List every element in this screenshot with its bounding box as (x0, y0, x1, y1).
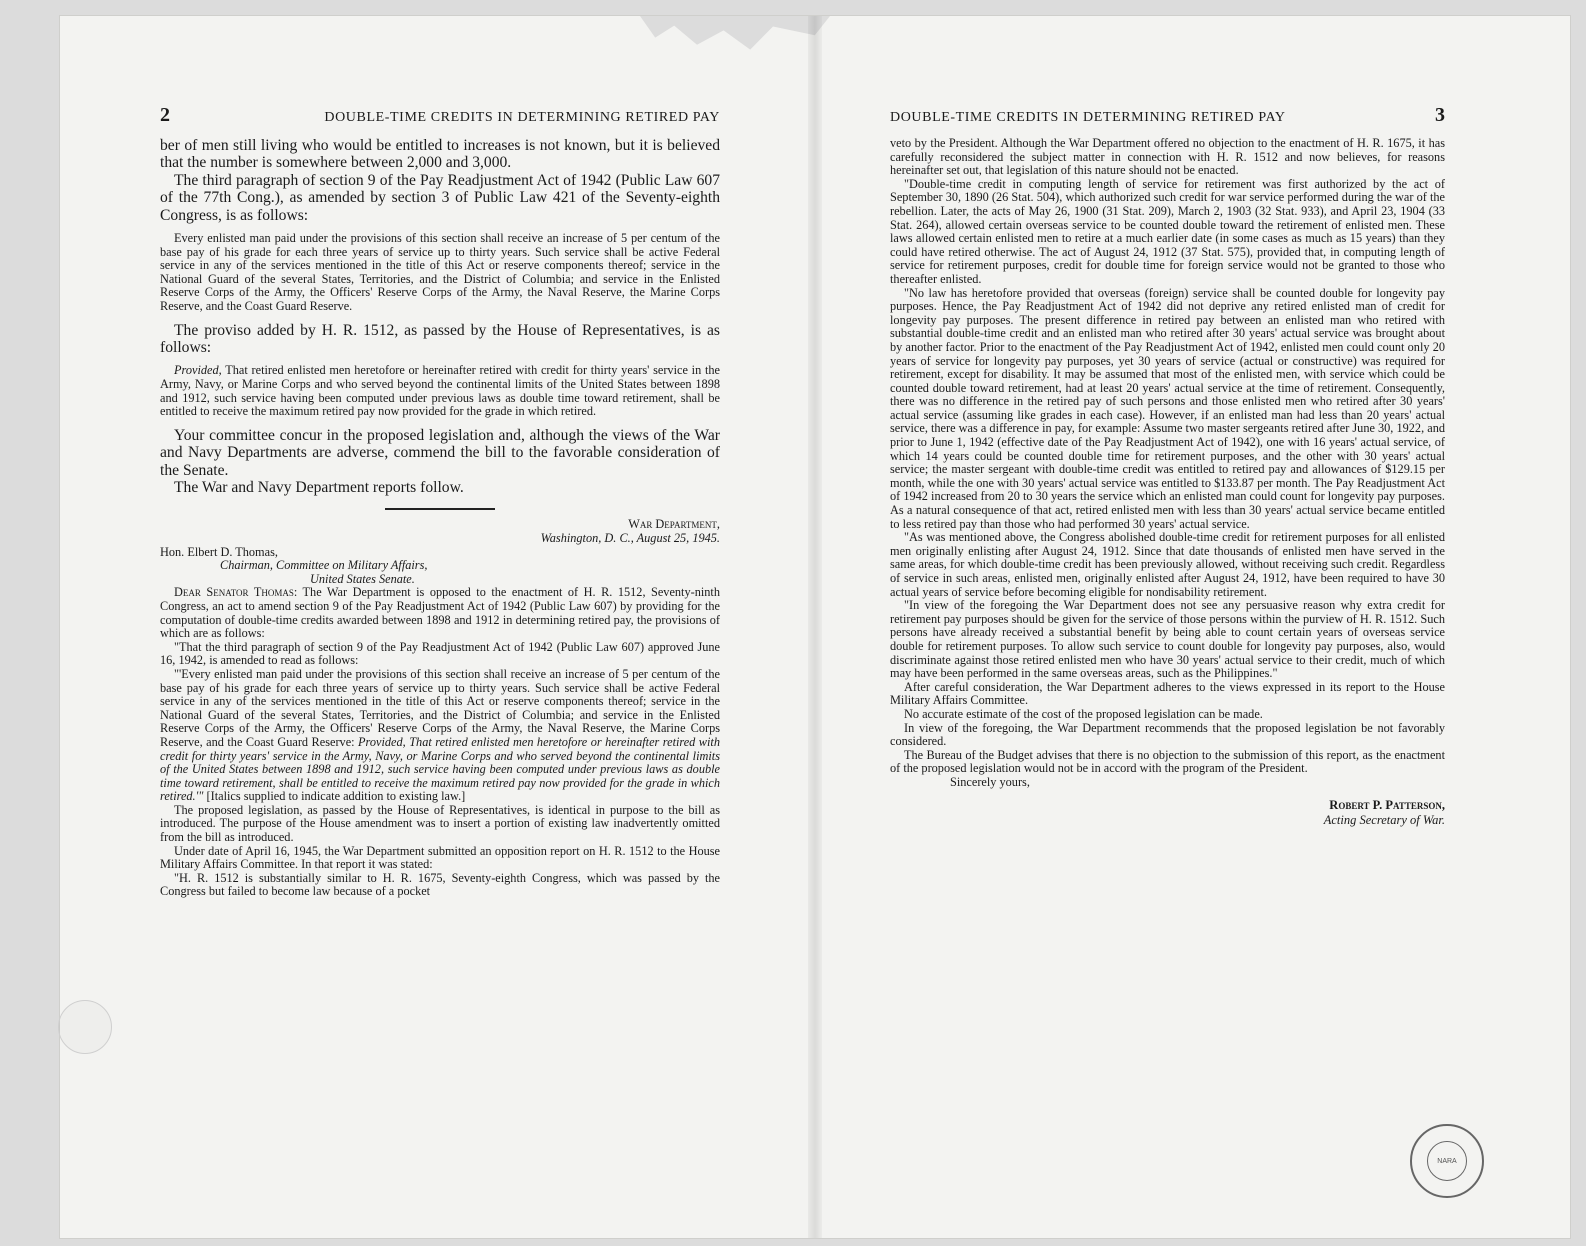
letter-addressee: Hon. Elbert D. Thomas, (160, 544, 278, 559)
stamp-center: NARA (1427, 1141, 1467, 1181)
letter-addressee-title: Chairman, Committee on Military Affairs, (220, 558, 428, 573)
right-paragraph-8: In view of the foregoing, the War Department recommends that the proposed legislation be not favorably considered. (890, 720, 1445, 749)
paragraph-intro: ber of men still living who would be entitled to increases is not known, but it is believed that the number is somewhere between 2,000 and 3,000. (160, 137, 720, 172)
salutation: Dear Senator Thomas: (174, 585, 298, 600)
closing: Sincerely yours, (950, 774, 1030, 789)
quote-existing-law: Every enlisted man paid under the provisions of this section shall receive an increase of 5 per centum of the base pay of his grade for each three years of service up to thirty years. Such service shall be active Federal service in any of the services mentioned in the title of this Act or reserve components thereof; service in the National Guard of the several States, Territories, and the District of Columbia; and service in the Enlisted Reserve Corps of the Army, the Officers' Reserve Corps of the Army, the Naval Reserve, the Marine Corps Reserve, and the Coast Guard Reserve. (160, 231, 720, 313)
proviso-rest: That retired enlisted men heretofore or hereinafter retired with credit for thirty years' service in the Army, Navy, or Marine Corps and who served beyond the continental limits of the United States between 1898 and 1912, such service having been computed under previous laws as double time toward retirement, shall be entitled to receive the maximum retired pay now provided for the grade in which retired. (160, 363, 720, 419)
paragraph-reports-follow: The War and Navy Department reports follow. (174, 479, 464, 496)
right-paragraph-7: No accurate estimate of the cost of the proposed legislation can be made. (904, 706, 1263, 721)
letter-paragraph-1 (160, 586, 720, 640)
margin-mark (58, 1000, 112, 1054)
right-paragraph-5: "In view of the foregoing the War Department does not see any persuasive reason why extra credit for retirement pay purposes should be given for the service of those persons within the purview of H. R. 1512. Such persons have already received a substantial benefit by being able to count certain years of overseas service double for retirement purposes. To allow such service to count double for longevity pay purposes, also, would discriminate against those retired enlisted men who have 30 years' actual service to their credit, much of which may have been performed in the same overseas areas, such as the Philippines." (890, 598, 1445, 681)
right-paragraph-2: "Double-time credit in computing length of service for retirement was first authorized by the act of September 30, 1890 (26 Stat. 504), which authorized such credit for war service performed during the war of the rebellion. Later, the acts of May 26, 1900 (31 Stat. 209), March 2, 1903 (32 Stat. 933), and April 23, 1904 (33 Stat. 264), allowed certain overseas service to be counted double toward the retirement of enlisted men. These laws allowed certain enlisted men to retire at a much earlier date (in some cases as much as 15 years) than they could have retired otherwise. The act of August 24, 1912 (37 Stat. 575), provided that, in computing length of service for retirement purposes, credit for double time for foreign service would not be granted to those who thereafter enlisted. (890, 176, 1445, 286)
right-running-title: DOUBLE-TIME CREDITS IN DETERMINING RETIRED PAY (890, 110, 1286, 125)
left-page (160, 104, 720, 899)
letter-paragraph-2: The proposed legislation, as passed by the House of Representatives, is identical in purpose to the bill as introduced. The purpose of the House amendment was to insert a portion of existing law inadvertently omitted from the bill as introduced. (160, 802, 720, 845)
right-paragraph-1: veto by the President. Although the War Department offered no objection to the enactment of H. R. 1675, it has carefully reconsidered the subject matter in connection with H. R. 1512 and now believes, for reasons hereinafter set out, that legislation of this nature should not be enacted. (890, 136, 1445, 178)
letter-q2-italic: Provided, That retired enlisted men heretofore or hereinafter retired with credit for thirty years' service in the Army, Navy, or Marine Corps and who served beyond the continental limits of the United States between 1898 and 1912, such service having been computed under previous laws as double time toward retirement, shall be entitled to receive the maximum retired pay now provided for the grade in which retired.'" (160, 734, 720, 804)
letter-q2-tail: [Italics supplied to indicate addition to existing law.] (203, 789, 466, 804)
letter-addressee-body: United States Senate. (310, 571, 415, 586)
paragraph-third-para: The third paragraph of section 9 of the Pay Readjustment Act of 1942 (Public Law 607 of the 77th Cong.), as amended by section 3 of Public Law 421 of the Seventy-eighth Congress, is as follows: (160, 171, 720, 224)
right-paragraph-4: "As was mentioned above, the Congress abolished double-time credit for retirement purposes for all enlisted men originally enlisting after August 24, 1912. Since that date thousands of enlisted men have served in the same areas, for which double-time credit has been previously allowed, without receiving such credit. Regardless of service in such areas, enlisted men, originally enlisted after August 24, 1912, have been required to have 30 actual years of service before becoming eligible for nondisability retirement. (890, 530, 1445, 599)
left-running-head (160, 104, 720, 127)
right-paragraph-9: The Bureau of the Budget advises that there is no objection to the submission of this report, as the enactment of the proposed legislation would not be in accord with the program of the President. (890, 747, 1445, 776)
letter-quote-2 (160, 668, 720, 804)
right-running-head (890, 104, 1445, 127)
letter-q2-plain: "'Every enlisted man paid under the provisions of this section shall receive an increase of 5 per centum of the base pay of his grade for each three years of service up to thirty years. Such service shall be active Federal service in any of the services mentioned in the title of this Act or reserve components thereof; service in the National Guard of the several States, Territories, and the District of Columbia; and service in the Enlisted Reserve Corps of the Army, the Officers' Reserve Corps of the Army, the Naval Reserve, the Marine Corps Reserve, and the Coast Guard Reserve: (160, 666, 720, 749)
letter-p1-text: The War Department is opposed to the enactment of H. R. 1512, Seventy-ninth Congress, an act to amend section 9 of the Pay Readjustment Act of 1942 (Public Law 607) by providing for the computation of double-time credits awarded between 1898 and 1912 in determining retired pay, the provisions of which are as follows: (160, 585, 720, 641)
letter-dateline: Washington, D. C., August 25, 1945. (540, 531, 720, 545)
left-running-title: DOUBLE-TIME CREDITS IN DETERMINING RETIRED PAY (324, 110, 720, 125)
right-paragraph-6: After careful consideration, the War Department adheres to the views expressed in its report to the House Military Affairs Committee. (890, 679, 1445, 708)
letter-department: War Department, (628, 517, 720, 532)
signer-name: Robert P. Patterson, (1329, 797, 1445, 812)
section-rule (385, 508, 495, 510)
quote-proviso (160, 364, 720, 418)
paragraph-committee: Your committee concur in the proposed legislation and, although the views of the War and Navy Departments are adverse, commend the bill to the favorable consideration of the Senate. (160, 426, 720, 479)
archive-stamp (1410, 1124, 1484, 1198)
page-fold (808, 16, 822, 1238)
letter-paragraph-4: "H. R. 1512 is substantially similar to H. R. 1675, Seventy-eighth Congress, which was passed by the Congress but failed to become law because of a pocket (160, 870, 720, 899)
left-page-number: 2 (160, 104, 170, 126)
letter-quote-1: "That the third paragraph of section 9 of the Pay Readjustment Act of 1942 (Public Law 607) approved June 16, 1942, is amended to read as follows: (160, 639, 720, 668)
right-page (890, 104, 1445, 828)
right-page-number: 3 (1435, 104, 1445, 126)
letter-paragraph-3: Under date of April 16, 1945, the War Department submitted an opposition report on H. R. 1512 to the House Military Affairs Committee. In that report it was stated: (160, 843, 720, 872)
right-paragraph-3: "No law has heretofore provided that overseas (foreign) service shall be counted double for longevity pay purposes. Hence, the Pay Readjustment Act of 1942 did not deprive any retired enlisted man of credit for longevity pay purposes. The present difference in retired pay between an enlisted man who retired with substantial double-time credit and an enlisted man who retired after 30 years' actual service was brought about by another factor. Prior to the enactment of the Pay Readjustment Act of 1942, enlisted men could count only 20 years of service for longevity pay purposes, yet 30 years of service (actual or constructive) was required for retirement, except for disability. It may be assumed that most of the enlisted men, with service which could be counted double toward retirement, had at least 20 years' actual service at the time of retirement. Consequently, there was no difference in the retired pay of such persons and those enlisted men who retired after 30 years' actual service (assuming like grades in each case). However, if an enlisted man had less than 20 years' actual service, there was a difference in pay, for example: Assume two master sergeants retired after June 30, 1922, and prior to June 1, 1942 (effective date of the Pay Readjustment Act of 1942), one with 16 years' actual service, of which 14 years could be counted double time for retirement purposes, and the other with 30 years' actual service; the master sergeant with double-time credit was entitled to retired pay and allowances of $129.15 per month, while the one with 30 years' actual service was entitled to $133.87 per month. The Pay Readjustment Act of 1942 increased from 20 to 30 years the service which an enlisted man could count for longevity pay purposes. As a natural consequence of that act, retired enlisted men with less than 30 years' actual service became entitled to less retired pay than those who had performed 30 years' actual service. (890, 285, 1445, 531)
paragraph-proviso: The proviso added by H. R. 1512, as passed by the House of Representatives, is as follows: (160, 321, 720, 356)
proviso-lead: Provided, (174, 363, 222, 378)
signer-title: Acting Secretary of War. (1323, 812, 1445, 827)
